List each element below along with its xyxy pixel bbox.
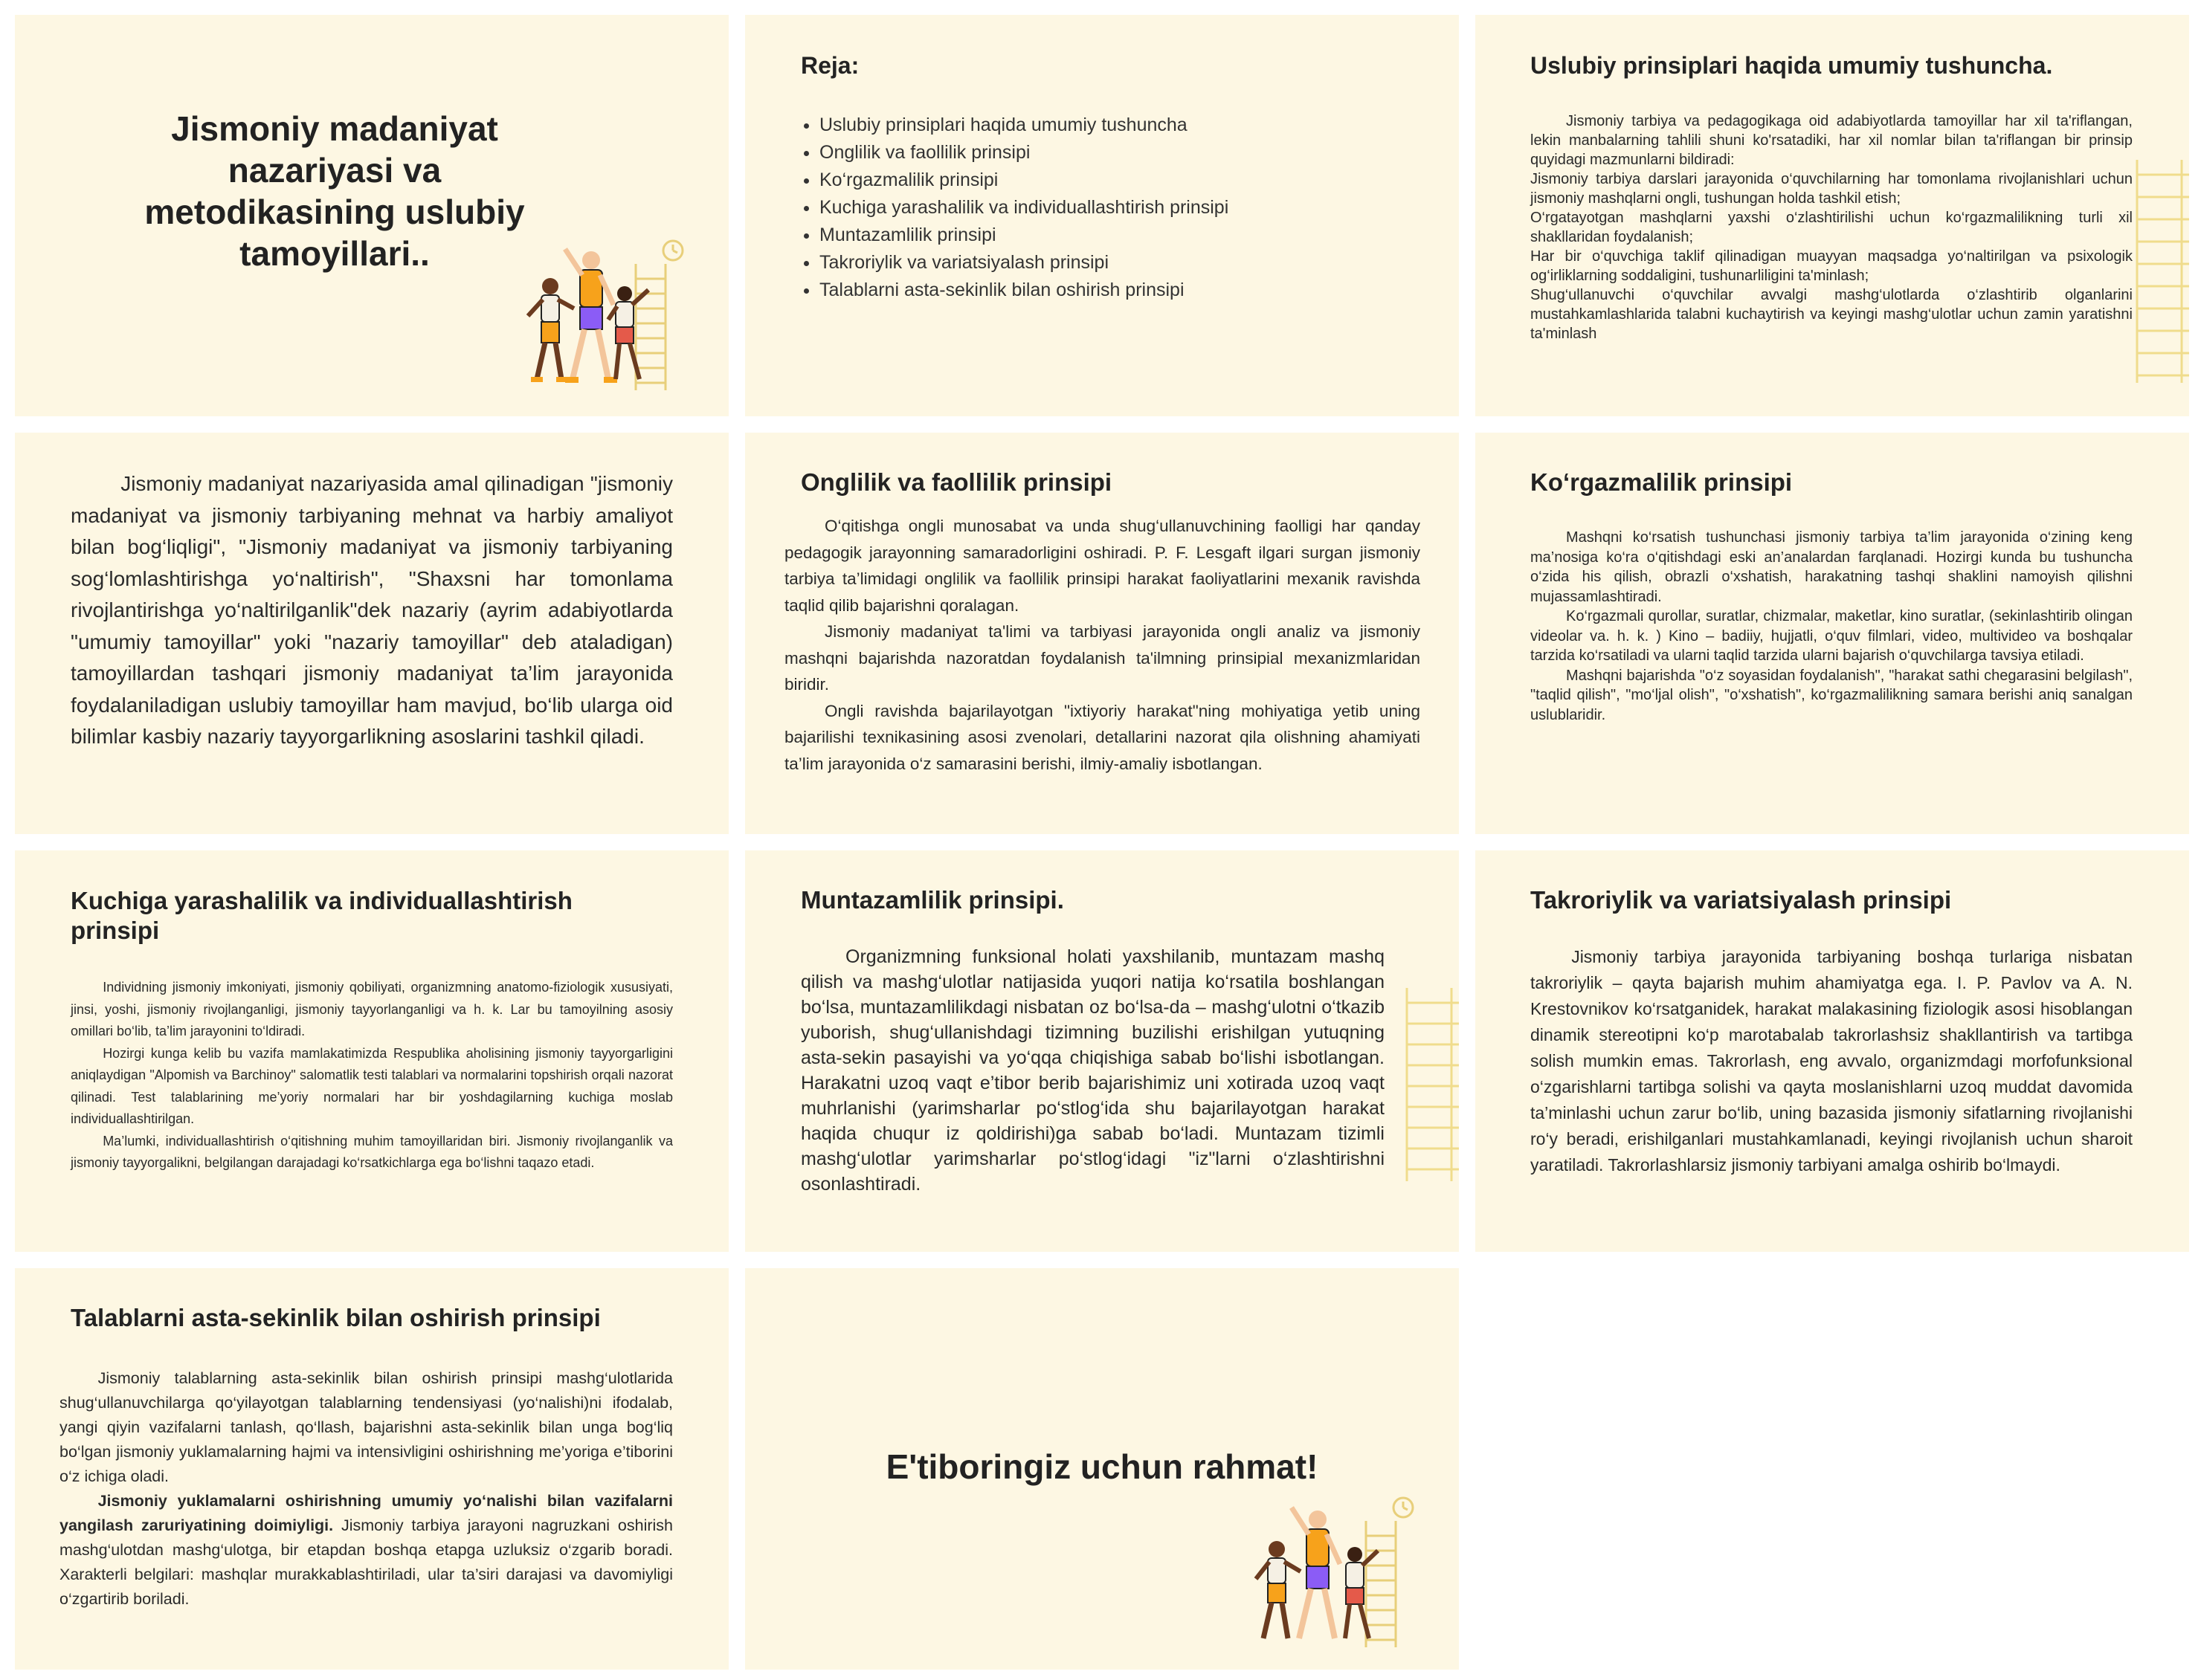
overview-paragraph: O‘rgatayotgan mashqlarni yaxshi o‘zlashtirilishi uchun ko‘rgazmalilikning turli xil shakllaridan foydalanish;	[1530, 210, 2133, 245]
presentation-title: Jismoniy madaniyat nazariyasi va metodikasining uslubiy tamoyillari..	[144, 109, 525, 273]
intro-paragraph: Jismoniy madaniyat nazariyasida amal qilinadigan "jismoniy madaniyat va jismoniy tarbiyaning mehnat va harbiy amaliyot bilan bog‘liqligi", "Jismoniy madaniyat va jismoniy tarbiyaning sog‘lomlashtirishga yo‘naltirish", "Shaxsni har tomonlama rivojlantirishga yo‘naltirilganlik"dek nazariy (ayrim adabiyotlarda "umumiy tamoyillar" yoki "nazariy tamoyillar" deb ataladigan) tamoyillardan tashqari jismoniy madaniyat ta’lim jarayonida foydalaniladigan uslubiy tamoyillar ham mavjud, bo‘lib ularga oid bilimlar kasbiy nazariy tayyorgarlikning asoslarini tashkil qiladi.	[71, 472, 673, 748]
visual-paragraph: Ko‘rgazmali qurollar, suratlar, chizmalar, maketlar, kino suratlar, (sekinlashtirib olingan videolar va. h. k. ) Kino – badiiy, hujjatli, o‘quv filmlari, video, multivideo va boshqalar tarzida ko‘rsatiladi va ularni taqlid tarzida ularni bajarish o‘quvchilarga tavsiya etiladi.	[1530, 608, 2133, 664]
overview-heading: Uslubiy prinsiplari haqida umumiy tushuncha.	[1530, 52, 2053, 79]
slide-title[interactable]	[15, 15, 729, 416]
gradual-heading: Talablarni asta-sekinlik bilan oshirish prinsipi	[71, 1304, 601, 1331]
overview-body	[1530, 112, 2133, 343]
conscious-body	[784, 513, 1420, 777]
repeat-body	[1530, 944, 2133, 1178]
strength-body	[71, 977, 673, 1175]
gradual-emphasis: Jismoniy yuklamalarni oshirishning umumiy yo‘nalishi bilan vazifalarni yangilash zaruriyatining doimiyligi.	[59, 1492, 673, 1534]
plan-heading: Reja:	[801, 52, 860, 79]
exercise-people-illustration	[521, 234, 714, 398]
plan-item: • Talablarni asta-sekinlik bilan oshirish prinsipi	[819, 277, 1228, 304]
exercise-people-illustration	[1247, 1491, 1440, 1655]
gradual-paragraph: Jismoniy talablarning asta-sekinlik bilan oshirish prinsipi mashg‘ulotlarida shug‘ullanuvchilarga qo‘yilayotgan talablarning tendensiyasi (yo‘nalishi)ni ifodalab, yangi qiyin vazifalarni tanlash, qo‘llash, bajarishni asta-sekinlik bilan unga bog‘liq bo‘lgan jismoniy yuklamalarning hajmi va intensivligini oshirishning me’yoriga e’tiborini o‘z ichiga oladi.	[59, 1369, 673, 1485]
plan-item: • Muntazamlilik prinsipi	[819, 222, 1228, 249]
repeat-heading: Takroriylik va variatsiyalash prinsipi	[1530, 886, 1952, 914]
conscious-paragraph: Ongli ravishda bajarilayotgan "ixtiyoriy harakat"ning mohiyatiga yetib uning bajarilishi texnikasining asosi zvenolari, detallarini nazorat qila olishning ahamiyati ta’lim jarayonida o‘z samarasini berishi, ilmiy-amaliy isbotlangan.	[784, 701, 1420, 773]
wall-bars-icon	[2130, 160, 2189, 383]
overview-paragraph: Jismoniy tarbiya darslari jarayonida o‘quvchilarning har tomonlama rivojlanishlari uchun jismoniy mashqlarni ongli, tushungan holda tashkil etish;	[1530, 171, 2133, 207]
slide-conscious[interactable]	[745, 433, 1459, 834]
repeat-paragraph: Jismoniy tarbiya jarayonida tarbiyaning boshqa turlariga nisbatan takroriylik – qayta bajarish muhim ahamiyatga ega. I. P. Pavlov va A. N. Krestovnikov ko‘rsatganidek, harakat malakasining fiziologik asosi hisoblangan dinamik stereotipni ko‘p marotabalab takrorlashsiz shakllantirish va tartibga solish mumkin emas. Takrorlash, eng avvalo, organizmdagi morfofunksional o‘zgarishlarni tartibga solishi va qayta moslanishlarni uzoq muddat davomida ta’minlashi uchun zarur bo‘lib, uning bazasida jismoniy sifatlarning rivojlanishi ro‘y beradi, erishilganlari mustahkamlanadi, keyingi rivojlanish uchun sharoit yaratiladi. Takrorlashlarsiz jismoniy tarbiyani amalga oshirib bo‘lmaydi.	[1530, 947, 2133, 1175]
plan-item: • Takroriylik va variatsiyalash prinsipi	[819, 249, 1228, 277]
wall-bars-icon	[636, 241, 683, 390]
overview-paragraph: Jismoniy tarbiya va pedagogikaga oid adabiyotlarda tamoyillar har xil ta'riflangan, lekin manbalarning tahlili shuni ko'rsatadiki, har xil nomlar bilan ta'riflangan bir prinsip quyidagi mazmunlarni bildiradi:	[1530, 113, 2133, 168]
plan-item: • Kuchiga yarashalilik va individuallashtirish prinsipi	[819, 194, 1228, 222]
slide-plan[interactable]	[745, 15, 1459, 416]
conscious-paragraph: Jismoniy madaniyat ta'limi va tarbiyasi jarayonida ongli analiz va jismoniy mashqni bajarishda nazoratdan foydalanish ta'ilmning prinsipial mexanizmlaridan biridir.	[784, 622, 1420, 694]
slide-gradual[interactable]	[15, 1268, 729, 1670]
regular-body	[801, 944, 1385, 1197]
intro-body	[71, 468, 673, 753]
slide-intro[interactable]	[15, 433, 729, 834]
overview-paragraph: Har bir o‘quvchiga taklif qilinadigan muayyan maqsadga yo‘naltirilgan va psixologik og‘irliklarning soddaligini, tushunarliligini ta'minlash;	[1530, 248, 2133, 284]
wall-bars-icon	[1366, 1498, 1413, 1647]
slide-strength[interactable]	[15, 850, 729, 1252]
visual-paragraph: Mashqni ko‘rsatish tushunchasi jismoniy tarbiya ta’lim jarayonida o‘zining keng ma’nosiga ko‘ra o‘qitishdagi eski an’analardan farqlanadi. Hozirgi kunda bu tushuncha o‘zida his qilish, obrazli o‘xshatish, harakatning tashqi shaklini namoyish qilishni mujassamlashtiradi.	[1530, 529, 2133, 605]
regular-paragraph: Organizmning funksional holati yaxshilanib, muntazam mashq qilish va mashg‘ulotlar natijasida yuqori natija ko‘rsatila boshlangan bo‘lsa, muntazamlilikdagi nisbatan oz bo‘lsa-da – mashg‘ulotni o‘tkazib yuborish, shug‘ullanishdagi tizimning buzilishi erishilgan yutuqning asta-sekin pasayishi va yo‘qqa chiqishiga sabab bo‘lishi isbotlangan. Harakatni uzoq vaqt e’tibor berib bajarishimiz uni xotirada uzoq vaqt muhrlanishi (yarimsharlar po‘stlog‘ida shu bajarilayotgan harakat haqida chuqur iz qoldirishi)ga sabab bo‘ladi. Muntazam tizimli mashg‘ulotlar yarimsharlar po‘stlog‘idagi "iz"larni o‘zlashtirishni osonlashtiradi.	[801, 946, 1385, 1195]
conscious-paragraph: O‘qitishga ongli munosabat va unda shug‘ullanuvchining faolligi har qanday pedagogik jarayonning samaradorligini oshiradi. P. F. Lesgaft ilgari surgan jismoniy tarbiya ta’limidagi onglilik va faollilik prinsipi harakat faoliyatlarini mexanik ravishda taqlid qilib bajarishni qoralagan.	[784, 517, 1420, 615]
visual-paragraph: Mashqni bajarishda "o‘z soyasidan foydalanish", "harakat sathi chegarasini belgilash", "taqlid qilish", "mo‘ljal olish", "o‘xshatish", ko‘rgazmalilikning samara berishi aniq sanalgan uslublaridir.	[1530, 667, 2133, 723]
slide-overview[interactable]	[1475, 15, 2189, 416]
wall-bars-icon	[1399, 988, 1459, 1181]
conscious-heading: Onglilik va faollilik prinsipi	[801, 468, 1112, 496]
slide-end[interactable]	[745, 1268, 1459, 1670]
regular-heading: Muntazamlilik prinsipi.	[801, 886, 1064, 914]
gradual-body	[59, 1366, 673, 1612]
plan-item: • Uslubiy prinsiplari haqida umumiy tushuncha	[819, 112, 1228, 139]
person-left-figure	[1256, 1541, 1301, 1638]
visual-heading: Ko‘rgazmalilik prinsipi	[1530, 468, 1793, 496]
person-right-figure	[608, 286, 648, 379]
plan-item: • Onglilik va faollilik prinsipi	[819, 139, 1228, 167]
strength-paragraph: Individning jismoniy imkoniyati, jismoniy qobiliyati, organizmning anatomo-fiziologik xususiyati, jinsi, yoshi, jismoniy rivojlanganligi, jismoniy tayyorlanganligi va h. k. Lar bu tamoyilning asosiy omillari bo‘lib, ta’lim jarayonini to‘ldiradi.	[71, 980, 673, 1038]
gradual-paragraph-rest: Jismoniy tarbiya jarayoni nagruzkani oshirish mashg‘ulotdan mashg‘ulotga, bir etapdan boshqa etapga uzluksiz o‘zgarib boradi. Xarakterli belgilari: mashqlar murakkablashtiriladi, ular ta’siri darajasi va davomiyligi o‘zgartirib boriladi.	[59, 1516, 673, 1608]
slide-repeat[interactable]	[1475, 850, 2189, 1252]
person-left-figure	[528, 278, 574, 382]
slide-visual[interactable]	[1475, 433, 2189, 834]
strength-paragraph: Hozirgi kunga kelib bu vazifa mamlakatimizda Respublika aholisining jismoniy tayyorgarligini aniqlaydigan "Alpomish va Barchinoy" salomatlik testi talablari va normalarini topshirish orqali nazorat qilinadi. Test talablarining me’yoriy normalari har bir yoshdagilarning kuchiga moslab individuallashtirilgan.	[71, 1045, 673, 1126]
gradual-paragraph	[59, 1489, 673, 1612]
plan-list	[797, 112, 1228, 304]
thanks-heading: E'tiboringiz uchun rahmat!	[886, 1447, 1318, 1486]
visual-body	[1530, 528, 2133, 725]
strength-heading: Kuchiga yarashalilik va individuallashtirish prinsipi	[71, 887, 573, 944]
plan-item: • Ko‘rgazmalilik prinsipi	[819, 167, 1228, 194]
overview-paragraph: Shug‘ullanuvchi o‘quvchilar avvalgi mashg‘ulotlarda o‘zlashtirib olganlarini mustahkamlashlarida talabni kuchaytirish va keyingi mashg‘ulotlar uchun zamin yaratishni ta'minlash	[1530, 287, 2133, 342]
slide-regular[interactable]	[745, 850, 1459, 1252]
strength-paragraph: Ma’lumki, individuallashtirish o‘qitishning muhim tamoyillaridan biri. Jismoniy rivojlanganlik va jismoniy tayyorgalikni, belgilangan darajadagi ko‘rsatkichlarga ega bo‘lishni taqazo etadi.	[71, 1133, 673, 1170]
